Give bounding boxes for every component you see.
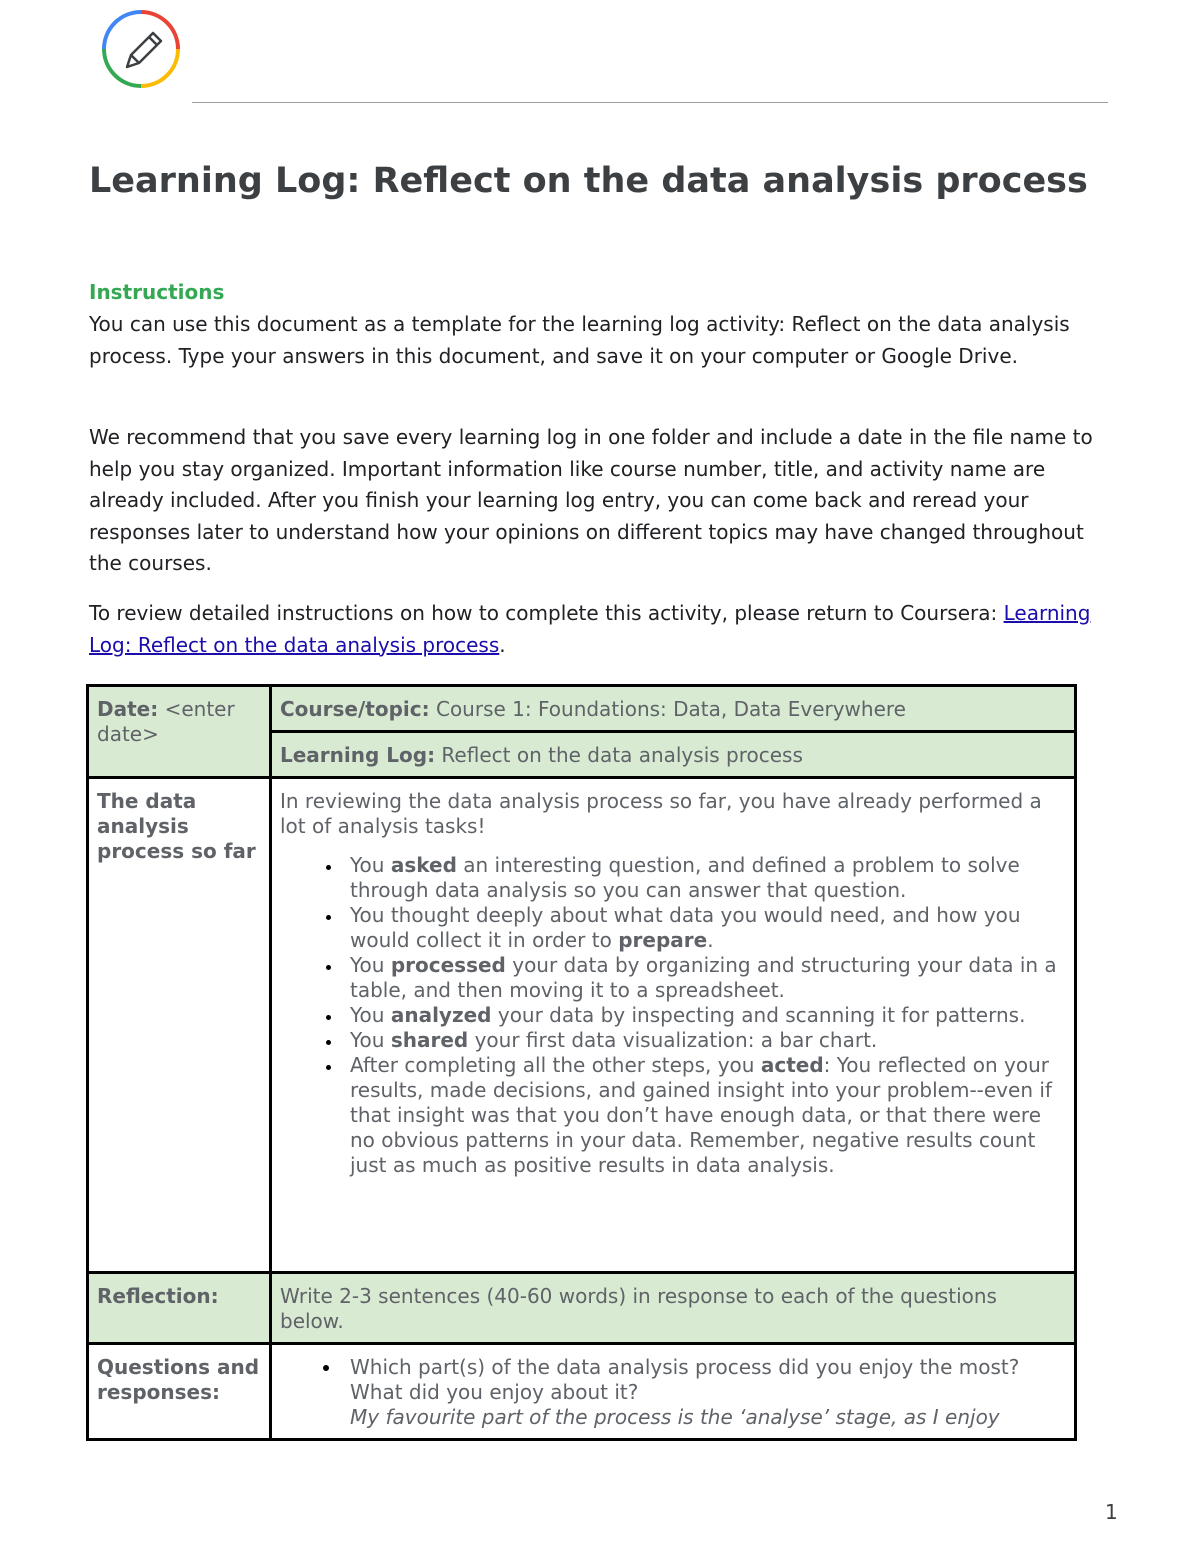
date-value[interactable]: <enter date> xyxy=(97,697,235,746)
question-1: • Which part(s) of the data analysis process did you enjoy the most? What did you enjoy about it? xyxy=(350,1355,1020,1404)
list-item xyxy=(342,903,1066,953)
list-item xyxy=(342,1003,1066,1028)
step-text: You xyxy=(350,953,391,977)
process-label: The data analysis process so far xyxy=(97,789,256,863)
questions-label-cell xyxy=(88,1344,271,1440)
page-title: Learning Log: Reflect on the data analysis process xyxy=(89,161,1088,201)
page-number: 1 xyxy=(1105,1500,1118,1524)
process-steps-list xyxy=(280,853,1066,1178)
questions-label: Questions and responses: xyxy=(97,1355,260,1404)
step-text: your data by organizing and structuring your data in a table, and then moving it to a spreadsheet. xyxy=(350,953,1057,1002)
reflection-label: Reflection: xyxy=(97,1284,219,1308)
step-text: an interesting question, and defined a problem to solve through data analysis so you can answer that question. xyxy=(350,853,1020,902)
step-text: You xyxy=(350,1003,391,1027)
course-value: Course 1: Foundations: Data, Data Everywhere xyxy=(429,697,906,721)
step-keyword: asked xyxy=(390,853,457,877)
instructions-paragraph-3-text: To review detailed instructions on how to complete this activity, please return to Coursera: xyxy=(89,601,1004,625)
pencil-circle-icon xyxy=(100,8,182,90)
reflection-label-cell xyxy=(88,1273,271,1344)
list-item xyxy=(342,1028,1066,1053)
instructions-paragraph-3 xyxy=(89,598,1119,661)
process-label-cell xyxy=(88,778,271,1273)
process-intro: In reviewing the data analysis process so far, you have already performed a lot of analysis tasks! xyxy=(280,789,1042,838)
step-text: You xyxy=(350,853,391,877)
questions-cell[interactable] xyxy=(271,1344,1076,1440)
step-keyword: prepare xyxy=(618,928,708,952)
step-text: You thought deeply about what data you would need, and how you would collect it in order to xyxy=(350,903,1021,952)
instructions-paragraph-2: We recommend that you save every learning log in one folder and include a date in the file name to help you stay organized. Important information like course number, title, and activity name are already included. After you finish your learning log entry, you can come back and reread your responses later to understand how your opinions on different topics may have changed throughout the courses. xyxy=(89,425,1093,575)
response-1[interactable]: My favourite part of the process is the ‘analyse’ stage, as I enjoy xyxy=(350,1405,1000,1429)
log-title-cell xyxy=(271,732,1076,778)
step-keyword: shared xyxy=(390,1028,469,1052)
list-item xyxy=(342,1053,1066,1178)
step-text: : You reflected on your results, made decisions, and gained insight into your problem--even if that insight was that you don’t have enough data, or that there were no obvious patterns in your data. Remember, negative results count just as much as positive results in data analysis. xyxy=(350,1053,1052,1177)
step-text: your data by inspecting and scanning it for patterns. xyxy=(491,1003,1026,1027)
step-text: You xyxy=(350,1028,391,1052)
step-text: After completing all the other steps, you xyxy=(350,1053,761,1077)
log-value: Reflect on the data analysis process xyxy=(435,743,803,767)
step-keyword: acted xyxy=(760,1053,824,1077)
date-cell[interactable] xyxy=(88,686,271,778)
step-keyword: analyzed xyxy=(390,1003,492,1027)
logo xyxy=(100,8,182,90)
process-content-cell xyxy=(271,778,1076,1273)
date-label: Date: xyxy=(97,697,159,721)
instructions-heading: Instructions xyxy=(89,280,225,304)
instructions-paragraph-3-end: . xyxy=(499,632,506,657)
step-keyword: processed xyxy=(390,953,506,977)
instructions-paragraph-1: You can use this document as a template for the learning log activity: Reflect on the data analysis process. Type your answers in this document, and save it on your computer or Google Drive. xyxy=(89,312,1070,368)
questions-list xyxy=(280,1355,1066,1430)
step-text: . xyxy=(707,928,714,952)
learning-log-table xyxy=(86,684,1077,1441)
log-label: Learning Log: xyxy=(280,743,436,767)
coursera-activity-link[interactable]: Learning Log: Reflect on the data analysis process xyxy=(89,601,1091,657)
step-text: your first data visualization: a bar chart. xyxy=(468,1028,878,1052)
reflection-cell xyxy=(271,1273,1076,1344)
course-cell xyxy=(271,686,1076,732)
list-item xyxy=(342,1355,1066,1430)
list-item xyxy=(342,853,1066,903)
course-label: Course/topic: xyxy=(280,697,430,721)
list-item xyxy=(342,953,1066,1003)
header-divider xyxy=(192,102,1108,103)
reflection-value: Write 2-3 sentences (40-60 words) in response to each of the questions below. xyxy=(280,1284,997,1333)
